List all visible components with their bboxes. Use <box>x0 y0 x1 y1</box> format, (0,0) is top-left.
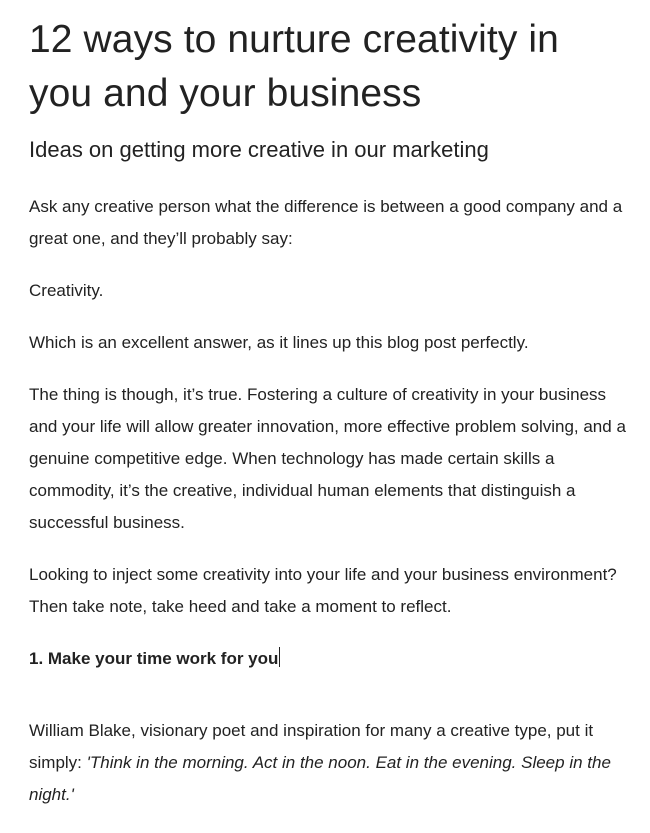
article-subtitle[interactable]: Ideas on getting more creative in our marketing <box>29 137 489 162</box>
body-paragraph-5[interactable]: Looking to inject some creativity into your life and your business environment? Then take note, take heed and take a moment to reflect. <box>29 565 617 616</box>
quote-text: 'Think in the morning. Act in the noon. Eat in the evening. Sleep in the night.' <box>29 753 611 804</box>
article-title[interactable]: 12 ways to nurture creativity in you and your business <box>29 18 559 115</box>
body-paragraph-4[interactable]: The thing is though, it’s true. Fostering a culture of creativity in your business and your life will allow greater innovation, more effective problem solving, and a genuine competitive edge. When technology has made certain skills a commodity, it’s the creative, individual human elements that distinguish a successful business. <box>29 385 626 532</box>
body-paragraph-1[interactable]: Ask any creative person what the difference is between a good company and a great one, and they’ll probably say: <box>29 197 623 248</box>
section-heading-text: 1. Make your time work for you <box>29 649 279 668</box>
body-paragraph-3[interactable]: Which is an excellent answer, as it lines up this blog post perfectly. <box>29 333 529 352</box>
body-paragraph-2[interactable]: Creativity. <box>29 281 104 300</box>
quote-paragraph[interactable] <box>29 715 629 811</box>
section-heading-paragraph[interactable] <box>29 643 629 675</box>
text-cursor <box>279 647 280 667</box>
quote-intro: William Blake, visionary poet and inspiration for many a creative type, put it simply: <box>29 721 594 772</box>
